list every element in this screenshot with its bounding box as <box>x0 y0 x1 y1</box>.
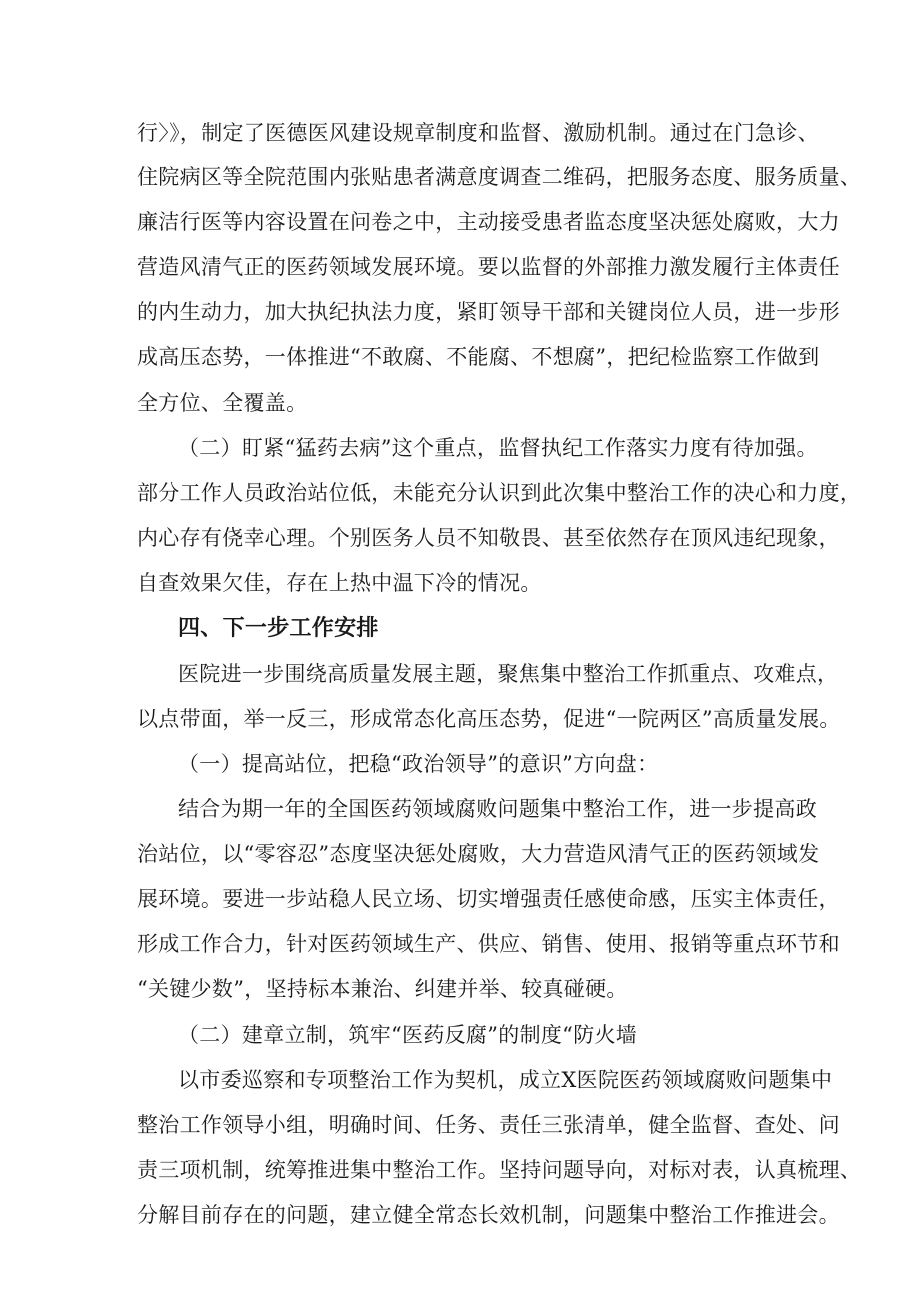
paragraph-line: 营造风清气正的医药领域发展环境。要以监督的外部推力激发履行主体责任 <box>137 255 840 279</box>
paragraph-line: “关键少数”，坚持标本兼治、纠建并举、较真碰硬。 <box>137 977 628 1001</box>
paragraph-line: 内心存有侥幸心理。个别医务人员不知敬畏、甚至依然存在顶风违纪现象， <box>137 526 840 550</box>
paragraph-line: 以点带面，举一反三，形成常态化高压态势，促进“一院两区”高质量发展。 <box>137 707 841 731</box>
paragraph-line: 形成工作合力，针对医药领域生产、供应、销售、使用、报销等重点环节和 <box>137 932 840 956</box>
paragraph-line: 部分工作人员政治站位低，未能充分认识到此次集中整治工作的决心和力度， <box>137 481 862 505</box>
subsection-heading: （一）提高站位，把稳“政治领导”的意识”方向盘： <box>178 752 659 776</box>
paragraph-line: 自查效果欠佳，存在上热中温下冷的情况。 <box>137 571 542 595</box>
paragraph-line: 结合为期一年的全国医药领域腐败问题集中整治工作，进一步提高政 <box>178 797 817 821</box>
paragraph-line: 展环境。要进一步站稳人民立场、切实增强责任感使命感，压实主体责任， <box>137 887 840 911</box>
paragraph-line: 以市委巡察和专项整治工作为契机，成立X医院医药领域腐败问题集中 <box>178 1068 833 1092</box>
paragraph-line: 医院进一步围绕高质量发展主题，聚焦集中整治工作抓重点、攻难点， <box>178 662 839 686</box>
paragraph-line: 的内生动力，加大执纪执法力度，紧盯领导干部和关键岗位人员，进一步形 <box>137 300 840 324</box>
paragraph-line: 全方位、全覆盖。 <box>137 391 308 415</box>
subsection-heading: （二）盯紧“猛药去病”这个重点，监督执纪工作落实力度有待加强。 <box>178 436 818 460</box>
paragraph-line: 责三项机制，统筹推进集中整治工作。坚持问题导向，对标对表，认真梳理、 <box>137 1158 862 1182</box>
paragraph-line: 廉洁行医等内容设置在问卷之中，主动接受患者监态度坚决惩处腐败，大力 <box>137 210 840 234</box>
subsection-heading: （二）建章立制，筑牢“医药反腐”的制度“防火墙 <box>178 1023 638 1047</box>
paragraph-line: 整治工作领导小组，明确时间、任务、责任三张清单，健全监督、查处、问 <box>137 1113 840 1137</box>
paragraph-line: 住院病区等全院范围内张贴患者满意度调查二维码，把服务态度、服务质量、 <box>137 165 862 189</box>
paragraph-line: 行〉》，制定了医德医风建设规章制度和监督、激励机制。通过在门急诊、 <box>137 121 819 145</box>
paragraph-line: 成高压态势，一体推进“不敢腐、不能腐、不想腐”，把纪检监察工作做到 <box>137 345 820 369</box>
paragraph-line: 治站位，以“零容忍”态度坚决惩处腐败，大力营造风清气正的医药领域发 <box>137 842 820 866</box>
section-heading: 四、下一步工作安排 <box>178 616 379 641</box>
paragraph-line: 分解目前存在的问题，建立健全常态长效机制，问题集中整治工作推进会。 <box>137 1203 840 1227</box>
